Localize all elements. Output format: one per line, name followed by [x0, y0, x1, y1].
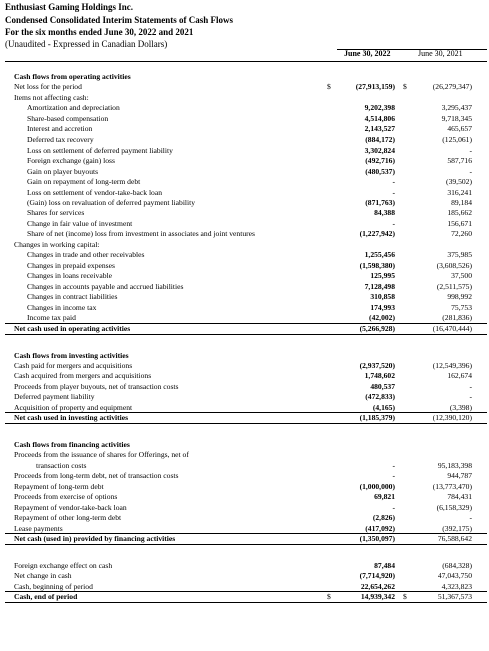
row-label: Deferred payment liability: [14, 392, 95, 401]
statement-note: (Unaudited - Expressed in Canadian Dollars): [5, 39, 168, 49]
value-2022: -: [392, 471, 395, 480]
currency-symbol-2022: $: [327, 82, 331, 91]
total-row: [0, 413, 489, 423]
value-2022: (4,165): [372, 403, 395, 412]
table-row: [0, 513, 489, 523]
row-label: Gain on player buyouts: [27, 167, 99, 176]
value-2022: -: [392, 503, 395, 512]
row-label: Share-based compensation: [27, 114, 109, 123]
value-2022: (1,185,379): [359, 413, 395, 422]
value-2021: 998,992: [447, 292, 472, 301]
row-label: (Gain) loss on revaluation of deferred payment liability: [27, 198, 196, 207]
value-2021: 944,787: [447, 471, 472, 480]
value-2021: (3,398): [449, 403, 472, 412]
table-row: [0, 503, 489, 513]
value-2021: 9,718,345: [441, 114, 472, 123]
value-2022: 84,388: [374, 208, 395, 217]
value-2021: 185,662: [447, 208, 472, 217]
value-2021: 75,753: [451, 303, 472, 312]
currency-symbol-2021: $: [403, 592, 407, 601]
table-row: [0, 156, 489, 166]
value-2022: (2,937,520): [359, 361, 395, 370]
row-label: Changes in loans receivable: [27, 271, 112, 280]
value-2021: -: [469, 392, 472, 401]
table-row: [0, 167, 489, 177]
total-row: [0, 534, 489, 544]
value-2022: -: [392, 219, 395, 228]
value-2021: 375,985: [447, 250, 472, 259]
row-label: transaction costs: [36, 461, 87, 470]
table-row: [0, 561, 489, 571]
value-2021: (13,773,470): [432, 482, 472, 491]
row-label: Cash flows from investing activities: [14, 351, 129, 360]
statement-period: For the six months ended June 30, 2022 and 2021: [5, 27, 194, 37]
value-2022: (871,763): [365, 198, 395, 207]
table-row: [0, 471, 489, 481]
row-label: Lease payments: [14, 524, 63, 533]
value-2022: 2,143,527: [364, 124, 395, 133]
table-row: [0, 135, 489, 145]
value-2021: -: [469, 382, 472, 391]
table-row: [0, 492, 489, 502]
value-2022: (1,000,000): [359, 482, 395, 491]
total-top-rule: [5, 412, 487, 413]
row-label: Loss on settlement of vendor-take-back loan: [27, 188, 163, 197]
value-2021: 3,295,437: [441, 103, 472, 112]
value-2022: (5,266,928): [359, 324, 395, 333]
value-2021: (684,328): [442, 561, 472, 570]
value-2022: (1,227,942): [359, 229, 395, 238]
row-label: Net cash used in investing activities: [14, 413, 129, 422]
value-2021: -: [469, 146, 472, 155]
total-row: [0, 324, 489, 334]
row-label: Cash, beginning of period: [14, 582, 93, 591]
table-row: [0, 208, 489, 218]
row-label: Changes in trade and other receivables: [27, 250, 145, 259]
table-row: [0, 82, 489, 92]
table-row: [0, 371, 489, 381]
total-bottom-rule: [5, 334, 487, 335]
table-row: [0, 361, 489, 371]
row-label: Acquisition of property and equipment: [14, 403, 133, 412]
value-2021: (6,158,329): [436, 503, 472, 512]
value-2021: (3,608,526): [436, 261, 472, 270]
row-label: Loss on settlement of deferred payment liability: [27, 146, 173, 155]
value-2021: (281,836): [442, 313, 472, 322]
table-row: [0, 461, 489, 471]
row-label: Changes in contract liabilities: [27, 292, 118, 301]
row-label: Changes in prepaid expenses: [27, 261, 115, 270]
value-2022: 9,202,398: [364, 103, 395, 112]
value-2022: (1,350,097): [359, 534, 395, 543]
value-2022: (7,714,920): [359, 571, 395, 580]
total-top-rule: [5, 323, 487, 324]
value-2022: -: [392, 177, 395, 186]
value-2021: 4,323,823: [441, 582, 472, 591]
table-row: [0, 271, 489, 281]
table-row: [0, 261, 489, 271]
table-row: [0, 240, 489, 250]
value-2022: 22,654,262: [360, 582, 395, 591]
value-2021: (39,502): [446, 177, 472, 186]
value-2022: (27,913,159): [355, 82, 395, 91]
value-2021: 47,043,750: [437, 571, 472, 580]
row-label: Shares for services: [27, 208, 85, 217]
row-label: Cash acquired from mergers and acquisitions: [14, 371, 152, 380]
value-2021: 784,431: [447, 492, 472, 501]
value-2021: 95,183,398: [437, 461, 472, 470]
value-2022: (492,716): [365, 156, 395, 165]
value-2021: 72,260: [451, 229, 472, 238]
value-2022: 14,939,342: [360, 592, 395, 601]
value-2022: (417,092): [365, 524, 395, 533]
table-row: [0, 482, 489, 492]
table-row: [0, 124, 489, 134]
value-2021: 587,716: [447, 156, 472, 165]
table-row: [0, 313, 489, 323]
section-heading: [0, 351, 489, 361]
value-2021: -: [469, 513, 472, 522]
value-2022: 4,514,806: [364, 114, 395, 123]
value-2021: (12,390,120): [432, 413, 472, 422]
table-row: [0, 392, 489, 402]
value-2022: 87,484: [374, 561, 395, 570]
value-2021: (2,511,575): [436, 282, 472, 291]
column-header-2022: June 30, 2022: [344, 49, 391, 58]
row-label: Net loss for the period: [14, 82, 82, 91]
value-2021: (16,470,444): [432, 324, 472, 333]
section-heading: [0, 440, 489, 450]
value-2021: (26,279,347): [432, 82, 472, 91]
row-label: Proceeds from player buyouts, net of transaction costs: [14, 382, 179, 391]
value-2021: 316,241: [447, 188, 472, 197]
table-row: [0, 282, 489, 292]
table-row: [0, 571, 489, 581]
row-label: Net change in cash: [14, 571, 72, 580]
table-row: [0, 114, 489, 124]
row-label: Proceeds from the issuance of shares for Offerings, net of: [14, 450, 189, 459]
total-bottom-rule: [5, 544, 487, 545]
table-row: [0, 303, 489, 313]
value-2021: (12,549,396): [432, 361, 472, 370]
row-label: Cash flows from operating activities: [14, 72, 131, 81]
row-label: Cash flows from financing activities: [14, 440, 130, 449]
value-2022: 7,128,498: [364, 282, 395, 291]
row-label: Share of net (income) loss from investment in associates and joint ventures: [27, 229, 255, 238]
table-row: [0, 219, 489, 229]
value-2022: 480,537: [370, 382, 395, 391]
value-2022: 310,858: [370, 292, 395, 301]
table-row: [0, 93, 489, 103]
row-label: Interest and accretion: [27, 124, 93, 133]
value-2021: 37,500: [451, 271, 472, 280]
row-label: Proceeds from exercise of options: [14, 492, 118, 501]
currency-symbol-2022: $: [327, 592, 331, 601]
column-header-bottom-rule: [5, 61, 487, 62]
row-label: Repayment of other long-term debt: [14, 513, 122, 522]
table-row: [0, 188, 489, 198]
row-label: Gain on repayment of long-term debt: [27, 177, 141, 186]
value-2021: (392,175): [442, 524, 472, 533]
table-row: [0, 198, 489, 208]
value-2022: 1,255,456: [364, 250, 395, 259]
table-row: [0, 292, 489, 302]
row-label: Items not affecting cash:: [14, 93, 89, 102]
row-label: Changes in working capital:: [14, 240, 100, 249]
value-2021: (125,061): [442, 135, 472, 144]
row-label: Net cash used in operating activities: [14, 324, 131, 333]
currency-symbol-2021: $: [403, 82, 407, 91]
row-label: Deferred tax recovery: [27, 135, 94, 144]
total-top-rule: [5, 533, 487, 534]
row-label: Changes in accounts payable and accrued liabilities: [27, 282, 184, 291]
value-2021: 162,674: [447, 371, 472, 380]
row-label: Changes in income tax: [27, 303, 97, 312]
company-name: Enthusiast Gaming Holdings Inc.: [5, 2, 134, 12]
table-row: [0, 103, 489, 113]
total-top-rule: [5, 591, 487, 592]
value-2022: 69,821: [374, 492, 395, 501]
row-label: Amortization and depreciation: [27, 103, 120, 112]
value-2022: -: [392, 188, 395, 197]
table-row: [0, 146, 489, 156]
table-row: [0, 177, 489, 187]
table-row: [0, 382, 489, 392]
value-2022: (2,826): [372, 513, 395, 522]
total-bottom-rule: [5, 423, 487, 424]
value-2022: -: [392, 461, 395, 470]
value-2022: 1,748,602: [364, 371, 395, 380]
row-label: Repayment of long-term debt: [14, 482, 104, 491]
total-bottom-rule: [5, 602, 487, 603]
value-2021: 76,588,642: [437, 534, 472, 543]
value-2022: 125,995: [370, 271, 395, 280]
row-label: Change in fair value of investment: [27, 219, 133, 228]
statement-title: Condensed Consolidated Interim Statements of Cash Flows: [5, 15, 234, 25]
total-row: [0, 592, 489, 602]
value-2022: (480,537): [365, 167, 395, 176]
value-2022: (1,598,380): [359, 261, 395, 270]
row-label: Cash, end of period: [14, 592, 78, 601]
table-row: [0, 229, 489, 239]
value-2022: 174,993: [370, 303, 395, 312]
column-header-2021: June 30, 2021: [418, 49, 463, 58]
value-2022: (884,172): [365, 135, 395, 144]
value-2021: -: [469, 167, 472, 176]
row-label: Net cash (used in) provided by financing activities: [14, 534, 176, 543]
table-row: [0, 450, 489, 460]
row-label: Income tax paid: [27, 313, 76, 322]
value-2022: (42,002): [369, 313, 395, 322]
value-2021: 51,367,573: [437, 592, 472, 601]
value-2022: (472,833): [365, 392, 395, 401]
value-2021: 156,671: [447, 219, 472, 228]
row-label: Foreign exchange (gain) loss: [27, 156, 115, 165]
value-2022: 3,302,824: [364, 146, 395, 155]
row-label: Cash paid for mergers and acquisitions: [14, 361, 133, 370]
row-label: Foreign exchange effect on cash: [14, 561, 113, 570]
row-label: Repayment of vendor-take-back loan: [14, 503, 127, 512]
row-label: Proceeds from long-term debt, net of transaction costs: [14, 471, 179, 480]
value-2021: 465,657: [447, 124, 472, 133]
table-row: [0, 250, 489, 260]
section-heading: [0, 72, 489, 82]
value-2021: 89,184: [451, 198, 472, 207]
